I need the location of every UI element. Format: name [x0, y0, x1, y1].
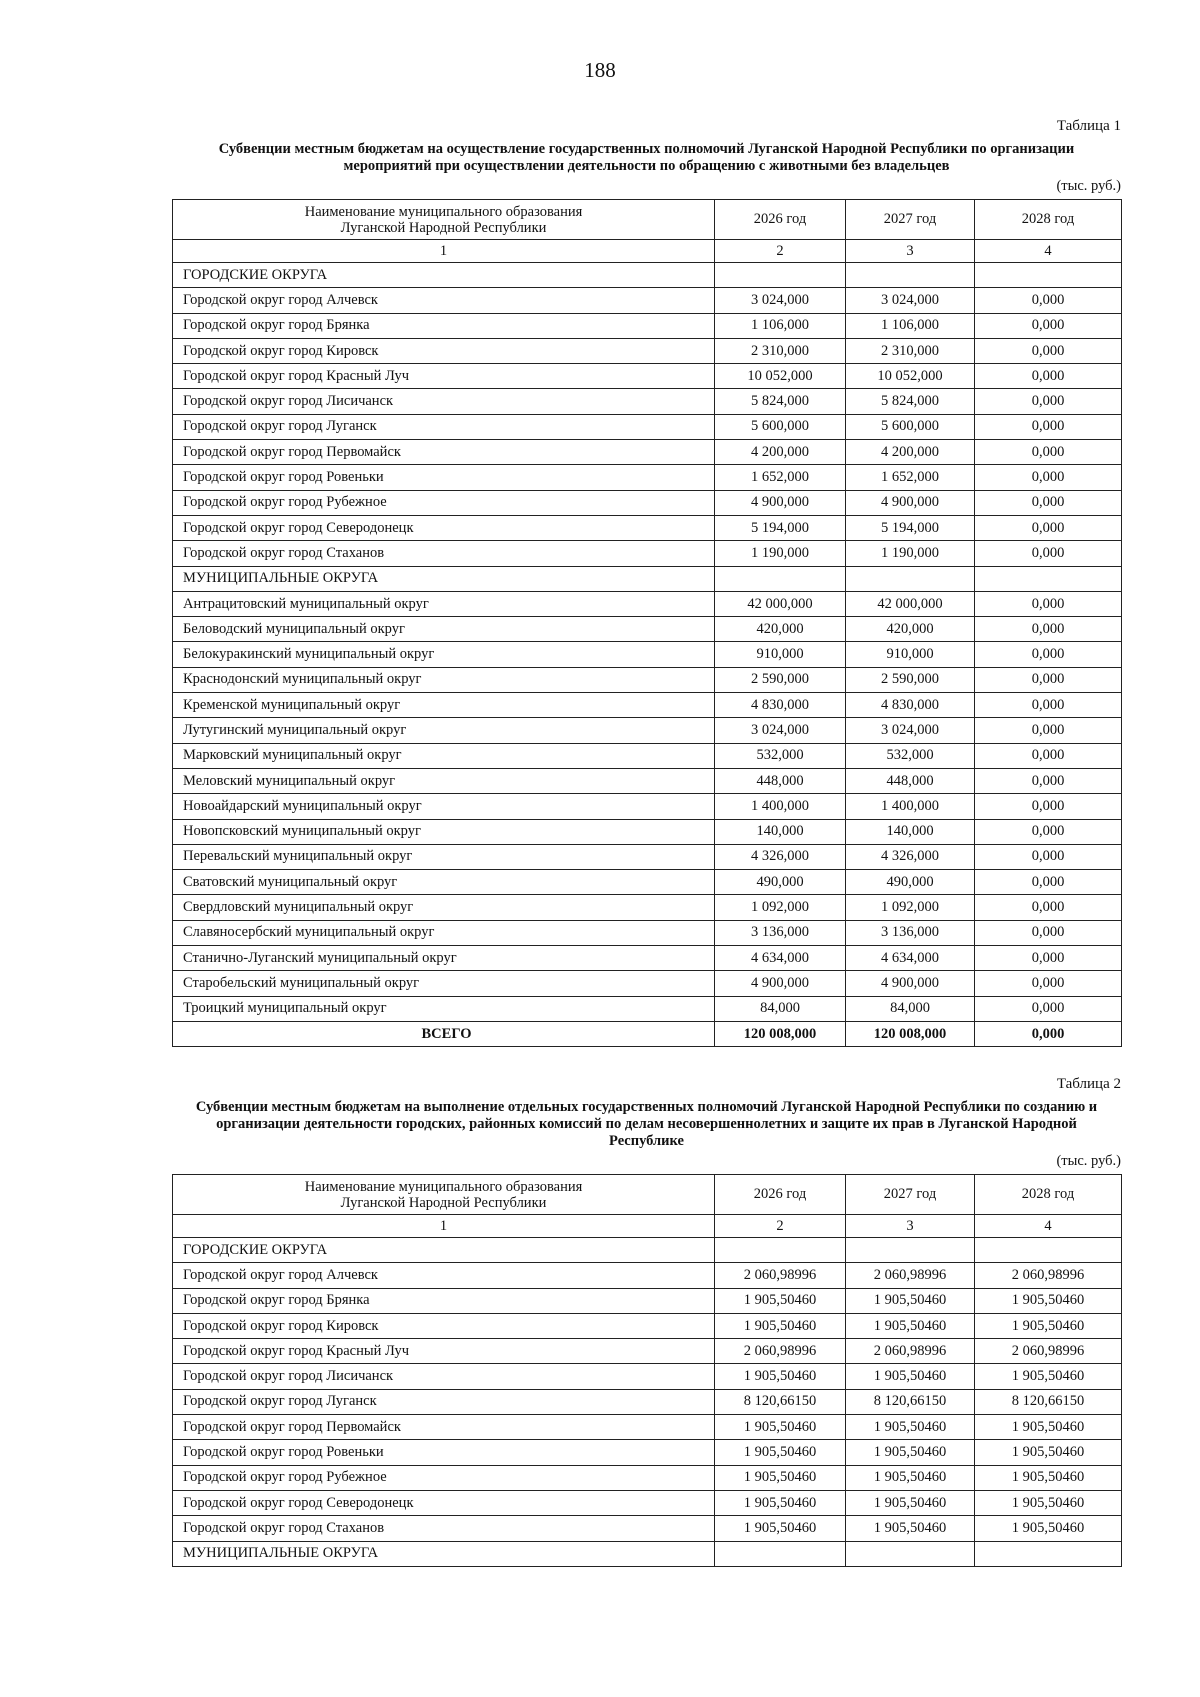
total-label: ВСЕГО [173, 1021, 715, 1046]
value-2027: 448,000 [846, 768, 975, 793]
table-row [173, 591, 1122, 616]
total-2027: 120 008,000 [846, 1021, 975, 1046]
table-row [173, 667, 1122, 692]
value-2026: 2 590,000 [715, 667, 846, 692]
value-2028: 0,000 [975, 794, 1122, 819]
value-2027: 1 905,50460 [846, 1490, 975, 1515]
table-row [173, 515, 1122, 540]
municipality-name: Городской округ город Брянка [173, 313, 715, 338]
value-2027: 5 194,000 [846, 515, 975, 540]
municipality-name: Свердловский муниципальный округ [173, 895, 715, 920]
municipality-name: Городской округ город Ровеньки [173, 465, 715, 490]
index-cell: 4 [975, 1215, 1122, 1238]
column-header-name [173, 200, 715, 240]
value-2028: 1 905,50460 [975, 1364, 1122, 1389]
empty-cell [715, 566, 846, 591]
units-label: (тыс. руб.) [1056, 178, 1121, 194]
table-row [173, 338, 1122, 363]
table-row [173, 389, 1122, 414]
municipality-name: Городской округ город Лисичанск [173, 389, 715, 414]
total-2028: 0,000 [975, 1021, 1122, 1046]
value-2028: 1 905,50460 [975, 1465, 1122, 1490]
table-row [173, 1440, 1122, 1465]
value-2027: 3 136,000 [846, 920, 975, 945]
table-row [173, 920, 1122, 945]
index-row [173, 1215, 1122, 1238]
empty-cell [975, 1238, 1122, 1263]
empty-cell [715, 263, 846, 288]
value-2027: 4 200,000 [846, 440, 975, 465]
table-row [173, 313, 1122, 338]
table-row [173, 1389, 1122, 1414]
value-2027: 1 905,50460 [846, 1288, 975, 1313]
column-header-2027: 2027 год [846, 200, 975, 240]
value-2026: 84,000 [715, 996, 846, 1021]
empty-cell [715, 1238, 846, 1263]
municipality-name: Городской округ город Северодонецк [173, 1490, 715, 1515]
value-2026: 5 194,000 [715, 515, 846, 540]
table-row [173, 1516, 1122, 1541]
column-header-2026: 2026 год [715, 200, 846, 240]
section-title: ГОРОДСКИЕ ОКРУГА [173, 1238, 715, 1263]
value-2026: 1 905,50460 [715, 1465, 846, 1490]
value-2026: 1 905,50460 [715, 1490, 846, 1515]
value-2028: 2 060,98996 [975, 1263, 1122, 1288]
municipality-name: Краснодонский муниципальный округ [173, 667, 715, 692]
value-2027: 4 326,000 [846, 844, 975, 869]
index-cell: 1 [173, 1215, 715, 1238]
value-2027: 2 310,000 [846, 338, 975, 363]
value-2027: 4 830,000 [846, 693, 975, 718]
section-row [173, 1238, 1122, 1263]
municipality-name: Марковский муниципальный округ [173, 743, 715, 768]
value-2027: 1 190,000 [846, 541, 975, 566]
value-2026: 8 120,66150 [715, 1389, 846, 1414]
value-2027: 2 060,98996 [846, 1339, 975, 1364]
municipality-name: Городской округ город Стаханов [173, 1516, 715, 1541]
value-2026: 4 326,000 [715, 844, 846, 869]
value-2026: 4 830,000 [715, 693, 846, 718]
municipality-name: Городской округ город Кировск [173, 1313, 715, 1338]
municipality-name: Городской округ город Северодонецк [173, 515, 715, 540]
index-cell: 3 [846, 240, 975, 263]
column-header-2026: 2026 год [715, 1175, 846, 1215]
column-header-2027: 2027 год [846, 1175, 975, 1215]
value-2028: 1 905,50460 [975, 1415, 1122, 1440]
value-2028: 0,000 [975, 667, 1122, 692]
municipality-name: Городской округ город Луганск [173, 414, 715, 439]
municipality-name: Городской округ город Ровеньки [173, 1440, 715, 1465]
value-2028: 0,000 [975, 946, 1122, 971]
value-2028: 1 905,50460 [975, 1440, 1122, 1465]
value-2026: 4 900,000 [715, 490, 846, 515]
municipality-name: Городской округ город Луганск [173, 1389, 715, 1414]
municipality-name: Меловский муниципальный округ [173, 768, 715, 793]
value-2028: 0,000 [975, 642, 1122, 667]
value-2028: 0,000 [975, 844, 1122, 869]
value-2026: 448,000 [715, 768, 846, 793]
municipality-name: Антрацитовский муниципальный округ [173, 591, 715, 616]
value-2028: 0,000 [975, 288, 1122, 313]
table-label: Таблица 2 [1056, 1076, 1121, 1092]
table-row [173, 971, 1122, 996]
value-2026: 140,000 [715, 819, 846, 844]
value-2027: 1 905,50460 [846, 1465, 975, 1490]
value-2027: 4 900,000 [846, 490, 975, 515]
value-2026: 532,000 [715, 743, 846, 768]
municipality-name: Городской округ город Алчевск [173, 1263, 715, 1288]
index-cell: 3 [846, 1215, 975, 1238]
empty-cell [846, 566, 975, 591]
municipality-name: Городской округ город Красный Луч [173, 1339, 715, 1364]
value-2027: 910,000 [846, 642, 975, 667]
total-2026: 120 008,000 [715, 1021, 846, 1046]
table-title: Субвенции местным бюджетам на осуществление государственных полномочий Луганской Народной Республики по организации мероприятий при осуществлении деятельности по обращению с животными без владельцев [218, 141, 1075, 174]
value-2027: 2 060,98996 [846, 1263, 975, 1288]
value-2028: 0,000 [975, 338, 1122, 363]
municipality-name: Городской округ город Стаханов [173, 541, 715, 566]
value-2026: 4 900,000 [715, 971, 846, 996]
value-2026: 490,000 [715, 870, 846, 895]
value-2027: 1 905,50460 [846, 1516, 975, 1541]
empty-cell [846, 263, 975, 288]
value-2028: 0,000 [975, 541, 1122, 566]
value-2028: 0,000 [975, 819, 1122, 844]
index-cell: 1 [173, 240, 715, 263]
section-title: ГОРОДСКИЕ ОКРУГА [173, 263, 715, 288]
table-row [173, 490, 1122, 515]
value-2028: 8 120,66150 [975, 1389, 1122, 1414]
value-2027: 140,000 [846, 819, 975, 844]
table-row [173, 465, 1122, 490]
value-2026: 3 024,000 [715, 718, 846, 743]
value-2026: 3 136,000 [715, 920, 846, 945]
municipality-name: Городской округ город Брянка [173, 1288, 715, 1313]
table-row [173, 1339, 1122, 1364]
units-label: (тыс. руб.) [1056, 1153, 1121, 1169]
value-2026: 42 000,000 [715, 591, 846, 616]
table-2-block [172, 1075, 1121, 1567]
value-2026: 1 905,50460 [715, 1364, 846, 1389]
table-row [173, 1364, 1122, 1389]
value-2028: 0,000 [975, 364, 1122, 389]
value-2027: 3 024,000 [846, 288, 975, 313]
municipality-name: Городской округ город Алчевск [173, 288, 715, 313]
empty-cell [846, 1238, 975, 1263]
section-title: МУНИЦИПАЛЬНЫЕ ОКРУГА [173, 566, 715, 591]
header-name-line1: Наименование муниципального образования [304, 203, 583, 220]
table-row [173, 617, 1122, 642]
value-2026: 1 905,50460 [715, 1516, 846, 1541]
table-row [173, 541, 1122, 566]
value-2028: 0,000 [975, 920, 1122, 945]
value-2028: 1 905,50460 [975, 1490, 1122, 1515]
value-2027: 84,000 [846, 996, 975, 1021]
table-row [173, 946, 1122, 971]
value-2027: 2 590,000 [846, 667, 975, 692]
empty-cell [975, 263, 1122, 288]
table-row [173, 642, 1122, 667]
value-2028: 1 905,50460 [975, 1288, 1122, 1313]
value-2028: 0,000 [975, 617, 1122, 642]
value-2026: 1 905,50460 [715, 1288, 846, 1313]
value-2027: 420,000 [846, 617, 975, 642]
table-row [173, 288, 1122, 313]
header-name-line2: Луганской Народной Республики [340, 219, 547, 236]
value-2026: 5 824,000 [715, 389, 846, 414]
table-title: Субвенции местным бюджетам на выполнение отдельных государственных полномочий Луганской Народной Республики по созданию и организации деятельности городских, районных комиссий по делам несовершеннолетних и защите их прав в Луганской Народной Республике [195, 1099, 1098, 1149]
value-2028: 0,000 [975, 743, 1122, 768]
column-header-2028: 2028 год [975, 1175, 1122, 1215]
column-header-2028: 2028 год [975, 200, 1122, 240]
index-cell: 4 [975, 240, 1122, 263]
municipality-name: Новопсковский муниципальный округ [173, 819, 715, 844]
municipality-name: Сватовский муниципальный округ [173, 870, 715, 895]
municipality-name: Городской округ город Лисичанск [173, 1364, 715, 1389]
table-row [173, 440, 1122, 465]
table-row [173, 1415, 1122, 1440]
value-2027: 42 000,000 [846, 591, 975, 616]
value-2026: 4 634,000 [715, 946, 846, 971]
empty-cell [975, 1541, 1122, 1566]
value-2027: 4 900,000 [846, 971, 975, 996]
value-2026: 2 310,000 [715, 338, 846, 363]
value-2028: 0,000 [975, 440, 1122, 465]
value-2028: 0,000 [975, 591, 1122, 616]
value-2028: 0,000 [975, 996, 1122, 1021]
table-row [173, 718, 1122, 743]
municipality-name: Белокуракинский муниципальный округ [173, 642, 715, 667]
value-2027: 490,000 [846, 870, 975, 895]
table-row [173, 364, 1122, 389]
value-2028: 2 060,98996 [975, 1339, 1122, 1364]
municipality-name: Городской округ город Первомайск [173, 1415, 715, 1440]
value-2028: 0,000 [975, 870, 1122, 895]
value-2028: 0,000 [975, 693, 1122, 718]
value-2027: 1 652,000 [846, 465, 975, 490]
value-2026: 1 905,50460 [715, 1415, 846, 1440]
municipality-name: Городской округ город Красный Луч [173, 364, 715, 389]
value-2028: 1 905,50460 [975, 1313, 1122, 1338]
table-row [173, 1313, 1122, 1338]
value-2028: 0,000 [975, 971, 1122, 996]
empty-cell [846, 1541, 975, 1566]
value-2027: 1 905,50460 [846, 1415, 975, 1440]
municipality-name: Славяносербский муниципальный округ [173, 920, 715, 945]
table-1-block [172, 117, 1121, 1047]
section-row [173, 263, 1122, 288]
value-2028: 0,000 [975, 490, 1122, 515]
value-2028: 0,000 [975, 414, 1122, 439]
municipality-name: Городской округ город Рубежное [173, 1465, 715, 1490]
value-2027: 1 106,000 [846, 313, 975, 338]
subvention-table-1 [172, 199, 1122, 1047]
table-row [173, 819, 1122, 844]
header-row [173, 200, 1122, 240]
table-row [173, 1490, 1122, 1515]
table-row [173, 743, 1122, 768]
value-2026: 1 905,50460 [715, 1313, 846, 1338]
column-header-name [173, 1175, 715, 1215]
value-2027: 1 092,000 [846, 895, 975, 920]
table-row [173, 870, 1122, 895]
value-2028: 0,000 [975, 465, 1122, 490]
total-row [173, 1021, 1122, 1046]
value-2026: 420,000 [715, 617, 846, 642]
header-row [173, 1175, 1122, 1215]
value-2026: 2 060,98996 [715, 1339, 846, 1364]
value-2027: 1 905,50460 [846, 1313, 975, 1338]
table-row [173, 693, 1122, 718]
value-2026: 4 200,000 [715, 440, 846, 465]
index-cell: 2 [715, 240, 846, 263]
municipality-name: Городской округ город Рубежное [173, 490, 715, 515]
index-cell: 2 [715, 1215, 846, 1238]
value-2027: 5 600,000 [846, 414, 975, 439]
value-2027: 1 905,50460 [846, 1440, 975, 1465]
value-2028: 0,000 [975, 895, 1122, 920]
value-2027: 8 120,66150 [846, 1389, 975, 1414]
municipality-name: Троицкий муниципальный округ [173, 996, 715, 1021]
value-2026: 1 905,50460 [715, 1440, 846, 1465]
table-row [173, 1465, 1122, 1490]
value-2028: 0,000 [975, 718, 1122, 743]
value-2026: 1 106,000 [715, 313, 846, 338]
table-label: Таблица 1 [1056, 118, 1121, 134]
municipality-name: Станично-Луганский муниципальный округ [173, 946, 715, 971]
value-2026: 1 190,000 [715, 541, 846, 566]
value-2027: 4 634,000 [846, 946, 975, 971]
table-row [173, 794, 1122, 819]
table-row [173, 1263, 1122, 1288]
empty-cell [975, 566, 1122, 591]
section-row [173, 566, 1122, 591]
value-2026: 1 652,000 [715, 465, 846, 490]
municipality-name: Перевальский муниципальный округ [173, 844, 715, 869]
municipality-name: Старобельский муниципальный округ [173, 971, 715, 996]
section-row [173, 1541, 1122, 1566]
value-2027: 3 024,000 [846, 718, 975, 743]
table-row [173, 895, 1122, 920]
header-name-line2: Луганской Народной Республики [340, 1194, 547, 1211]
value-2028: 0,000 [975, 313, 1122, 338]
value-2026: 10 052,000 [715, 364, 846, 389]
value-2027: 1 905,50460 [846, 1364, 975, 1389]
value-2026: 2 060,98996 [715, 1263, 846, 1288]
value-2026: 3 024,000 [715, 288, 846, 313]
value-2026: 1 092,000 [715, 895, 846, 920]
table-row [173, 996, 1122, 1021]
table-row [173, 768, 1122, 793]
value-2028: 1 905,50460 [975, 1516, 1122, 1541]
subvention-table-2 [172, 1174, 1122, 1567]
municipality-name: Городской округ город Первомайск [173, 440, 715, 465]
section-title: МУНИЦИПАЛЬНЫЕ ОКРУГА [173, 1541, 715, 1566]
value-2027: 10 052,000 [846, 364, 975, 389]
value-2027: 5 824,000 [846, 389, 975, 414]
header-name-line1: Наименование муниципального образования [304, 1178, 583, 1195]
municipality-name: Новоайдарский муниципальный округ [173, 794, 715, 819]
municipality-name: Лутугинский муниципальный округ [173, 718, 715, 743]
index-row [173, 240, 1122, 263]
table-row [173, 414, 1122, 439]
table-row [173, 1288, 1122, 1313]
value-2026: 1 400,000 [715, 794, 846, 819]
value-2027: 1 400,000 [846, 794, 975, 819]
value-2027: 532,000 [846, 743, 975, 768]
page-number: 188 [584, 58, 616, 82]
value-2028: 0,000 [975, 389, 1122, 414]
value-2026: 910,000 [715, 642, 846, 667]
value-2028: 0,000 [975, 515, 1122, 540]
table-row [173, 844, 1122, 869]
value-2026: 5 600,000 [715, 414, 846, 439]
municipality-name: Кременской муниципальный округ [173, 693, 715, 718]
value-2028: 0,000 [975, 768, 1122, 793]
municipality-name: Беловодский муниципальный округ [173, 617, 715, 642]
empty-cell [715, 1541, 846, 1566]
municipality-name: Городской округ город Кировск [173, 338, 715, 363]
